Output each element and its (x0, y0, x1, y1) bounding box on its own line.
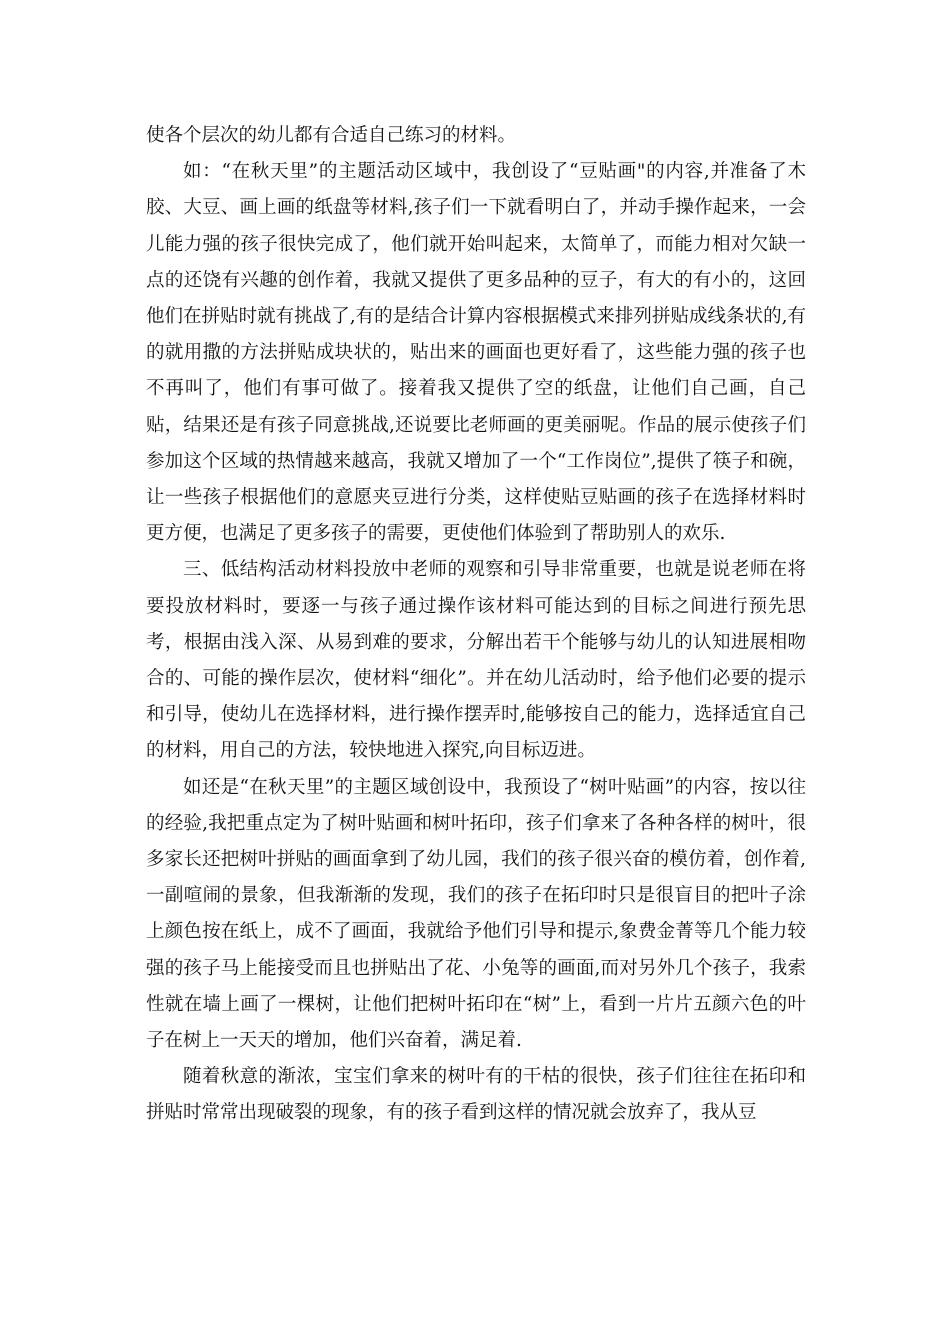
paragraph-continuation: 使各个层次的幼儿都有合适自己练习的材料。 (146, 125, 517, 146)
paragraph-observation-guidance: 三、低结构活动材料投放中老师的观察和引导非常重要，也就是说老师在将要投放材料时，要逐一与孩子通过操作该材料可能达到的目标之间进行预先思考，根据由浅入深、从易到难的要求，分解出若干个能够与幼儿的认知进展相吻合的、可能的操作层次，使材料“细化”。并在幼儿活动时，给予他们必要的提示和引导，使幼儿在选择材料，进行操作摆弄时,能够按自己的能力，选择适宜自己的材料，用自己的方法，较快地进入探究,向目标迈进。 (146, 559, 806, 762)
paragraph-autumn-leaves: 随着秋意的渐浓，宝宝们拿来的树叶有的干枯的很快，孩子们往往在拓印和拼贴时常常出现破裂的现象，有的孩子看到这样的情况就会放弃了，我从豆 (146, 1066, 806, 1124)
paragraph-bean-collage: 如：“在秋天里”的主题活动区域中，我创设了“豆贴画"的内容,并准备了木胶、大豆、画上画的纸盘等材料,孩子们一下就看明白了，并动手操作起来，一会儿能力强的孩子很快完成了，他们就开始叫起来，太简单了，而能力相对欠缺一点的还饶有兴趣的创作着，我就又提供了更多品种的豆子，有大的有小的，这回他们在拼贴时就有挑战了,有的是结合计算内容根据模式来排列拼贴成线条状的,有的就用撒的方法拼贴成块状的，贴出来的画面也更好看了，这些能力强的孩子也不再叫了，他们有事可做了。接着我又提供了空的纸盘，让他们自己画，自己贴，结果还是有孩子同意挑战,还说要比老师画的更美丽呢。作品的展示使孩子们参加这个区域的热情越来越高，我就又增加了一个“工作岗位”,提供了筷子和碗，让一些孩子根据他们的意愿夹豆进行分类，这样使贴豆贴画的孩子在选择材料时更方便，也满足了更多孩子的需要，更使他们体验到了帮助别人的欢乐. (146, 161, 806, 545)
paragraph-leaf-collage: 如还是“在秋天里”的主题区域创设中，我预设了“树叶贴画”的内容，按以往的经验,我把重点定为了树叶贴画和树叶拓印，孩子们拿来了各种各样的树叶，很多家长还把树叶拼贴的画面拿到了幼儿园，我们的孩子很兴奋的模仿着，创作着,一副喧闹的景象，但我渐渐的发现，我们的孩子在拓印时只是很盲目的把叶子涂上颜色按在纸上，成不了画面，我就给予他们引导和提示,象费金菁等几个能力较强的孩子马上能接受而且也拼贴出了花、小兔等的画面,而对另外几个孩子，我索性就在墙上画了一棵树，让他们把树叶拓印在“树”上，看到一片片五颜六色的叶子在树上一天天的增加，他们兴奋着，满足着. (146, 776, 806, 1052)
document-body (146, 118, 806, 1132)
